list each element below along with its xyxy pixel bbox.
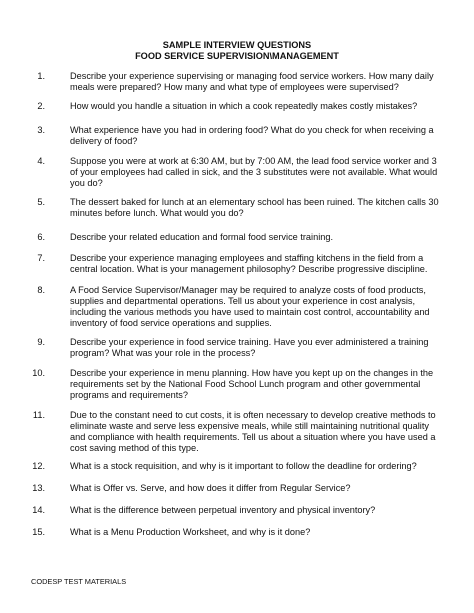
question-text [70, 527, 446, 538]
question-text-line: cost saving method of this type. [70, 443, 199, 453]
question-text-line: What experience have you had in ordering food? What do you check for when receiving a [70, 125, 434, 135]
question-number: 4. [37, 156, 45, 166]
question-text-line: Describe your related education and formal food service training. [70, 232, 334, 242]
question-text-line: How would you handle a situation in which a cook repeatedly makes costly mistakes? [70, 101, 418, 111]
question-number: 11. [32, 410, 45, 420]
question-text-line: including the various methods you have used to maintain cost control, accountability and [70, 307, 430, 317]
question-text-line: The dessert baked for lunch at an elementary school has been ruined. The kitchen calls 30 [70, 197, 439, 207]
question-text [70, 156, 446, 189]
question-text-line: of your employees had called in sick, and the 3 substitutes were not available. What would [70, 167, 438, 177]
question-number: 3. [37, 125, 45, 135]
question-number: 12. [32, 461, 45, 471]
question-text-line: minutes before lunch. What would you do? [70, 208, 244, 218]
question-text-line: What is a stock requisition, and why is it important to follow the deadline for ordering? [70, 461, 417, 471]
question-text [70, 461, 446, 472]
question-text-line: supplies and departmental operations. Tell us about your experience in cost analysis, [70, 296, 416, 306]
question-text-line: A Food Service Supervisor/Manager may be required to analyze costs of food products, [70, 285, 426, 295]
question-number: 15. [32, 527, 45, 537]
question-text-line: central location. What is your management philosophy? Describe progressive discipline. [70, 264, 428, 274]
question-text [70, 232, 446, 243]
question-number: 8. [37, 285, 45, 295]
question-text [70, 197, 446, 219]
question-text-line: programs and requirements? [70, 390, 188, 400]
question-text-line: What is the difference between perpetual inventory and physical inventory? [70, 505, 376, 515]
question-text-line: Describe your experience in food service training. Have you ever administered a training [70, 337, 429, 347]
question-text-line: Due to the constant need to cut costs, it is often necessary to develop creative methods to [70, 410, 436, 420]
question-text [70, 410, 446, 454]
question-text-line: eliminate waste and serve less expensive meals, while still maintaining nutritional quality [70, 421, 429, 431]
question-text-line: Suppose you were at work at 6:30 AM, but by 7:00 AM, the lead food service worker and 3 [70, 156, 437, 166]
question-text [70, 337, 446, 359]
question-text [70, 368, 446, 401]
question-number: 1. [37, 71, 45, 81]
question-number: 6. [37, 232, 45, 242]
question-text-line: Describe your experience managing employees and staffing kitchens in the field from a [70, 253, 424, 263]
question-number: 13. [32, 483, 45, 493]
document-title: SAMPLE INTERVIEW QUESTIONS [162, 40, 312, 50]
question-text [70, 253, 446, 275]
question-text [70, 483, 446, 494]
question-number: 14. [32, 505, 45, 515]
question-text [70, 285, 446, 329]
question-text-line: delivery of food? [70, 136, 138, 146]
question-text-line: inventory of food service operations and supplies. [70, 318, 272, 328]
question-number: 7. [37, 253, 45, 263]
question-text [70, 505, 446, 516]
question-text-line: Describe your experience in menu planning. How have you kept up on the changes in the [70, 368, 434, 378]
document-subtitle: FOOD SERVICE SUPERVISION\MANAGEMENT [135, 51, 339, 61]
document-footer: CODESP TEST MATERIALS [31, 577, 127, 586]
question-text-line: What is a Menu Production Worksheet, and why is it done? [70, 527, 311, 537]
question-text [70, 71, 446, 93]
question-text-line: requirements set by the National Food School Lunch program and other governmental [70, 379, 421, 389]
question-text-line: meals were prepared? How many and what type of employees were supervised? [70, 82, 399, 92]
question-number: 9. [37, 337, 45, 347]
question-text-line: Describe your experience supervising or managing food service workers. How many daily [70, 71, 434, 81]
question-text-line: program? What was your role in the process? [70, 348, 256, 358]
question-text-line: you do? [70, 178, 103, 188]
question-number: 2. [37, 101, 45, 111]
question-text-line: and compliance with health requirements. Tell us about a situation where you have used a [70, 432, 436, 442]
question-text [70, 101, 446, 112]
question-text [70, 125, 446, 147]
question-number: 5. [37, 197, 45, 207]
question-text-line: What is Offer vs. Serve, and how does it differ from Regular Service? [70, 483, 351, 493]
question-number: 10. [32, 368, 45, 378]
